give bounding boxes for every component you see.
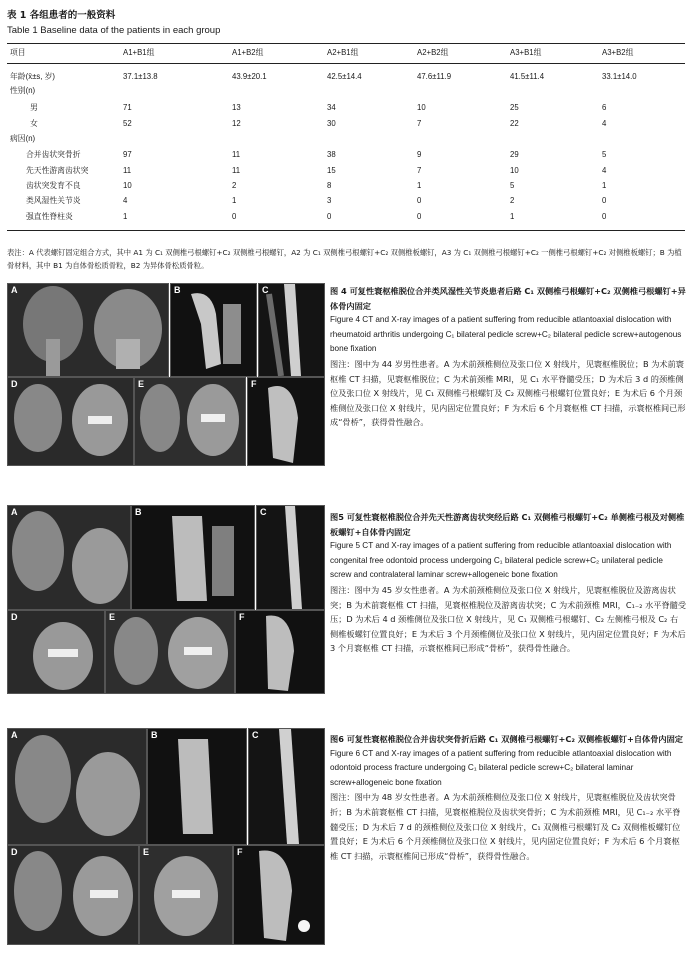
xray-image-icon	[8, 506, 130, 609]
xray-image-icon	[140, 846, 232, 944]
row-label: 齿状突发育不良	[26, 181, 81, 190]
figure-6-panel-d	[7, 845, 139, 945]
header-cell: A1+B2组	[232, 48, 264, 57]
row-label: 病因(n)	[10, 134, 36, 143]
figure-5-panel-d	[7, 610, 105, 694]
ct-scan-icon	[148, 729, 246, 844]
table-header-row	[0, 46, 692, 60]
ct-scan-icon	[248, 378, 324, 465]
figure-5-panel-b	[131, 505, 255, 610]
table-cell: 5	[602, 150, 607, 159]
figure-4-caption	[330, 284, 686, 430]
table-row	[0, 84, 692, 98]
table-cell: 0	[327, 212, 332, 221]
figure-6-caption	[330, 732, 686, 863]
panel-label: D	[11, 612, 18, 622]
table-cell: 15	[327, 166, 336, 175]
row-label: 合并齿状突骨折	[26, 150, 81, 159]
figure-5-caption	[330, 510, 686, 656]
figure-6-panel-e	[139, 845, 233, 945]
table-cell: 9	[417, 150, 422, 159]
table-row	[0, 101, 692, 115]
header-cell: A1+B1组	[123, 48, 155, 57]
figure-6-panel-c	[248, 728, 325, 845]
header-cell: A3+B2组	[602, 48, 634, 57]
table-cell: 22	[510, 119, 519, 128]
ct-scan-icon	[171, 284, 256, 376]
table-cell: 37.1±13.8	[123, 72, 158, 81]
table-cell: 41.5±11.4	[510, 72, 545, 81]
table-row	[0, 194, 692, 208]
table-cell: 43.9±20.1	[232, 72, 267, 81]
figure-6-panel-b	[147, 728, 247, 845]
panel-label: B	[174, 285, 181, 295]
panel-label: C	[260, 507, 267, 517]
figure-5-panel-e	[105, 610, 235, 694]
figure-4-panel-f	[247, 377, 325, 466]
table-cell: 38	[327, 150, 336, 159]
panel-label: D	[11, 379, 18, 389]
table-cell: 3	[327, 196, 332, 205]
table-cell: 0	[602, 212, 607, 221]
figure-5-panel-c	[256, 505, 325, 610]
xray-image-icon	[8, 611, 104, 693]
figure-note: 图注：图中为 44 岁男性患者。A 为术前颈椎侧位及张口位 X 射线片，见寰枢椎脱位；B 为术前寰枢椎 CT 扫描，见寰枢椎脱位；C 为术前颈椎 MRI，见 C₁ 水平脊髓受压；D 为术后 3 d 的颈椎侧位及张口位 X 射线片，见 C₁ 双侧椎弓根螺钉及 C₂ 双侧椎弓根螺钉位置良好；E 为术后 6 个月颈椎侧位及张口位 X 射线片，见内固定位置良好；F 为术后 6 个月寰枢椎 CT 扫描，示寰枢椎间已形成“骨桥”，获得骨性融合。	[330, 358, 686, 428]
panel-label: B	[151, 730, 158, 740]
table-title-en: Table 1 Baseline data of the patients in each group	[7, 25, 221, 36]
table-cell: 13	[232, 103, 241, 112]
table-row	[0, 164, 692, 178]
table-row	[0, 117, 692, 131]
table-cell: 10	[417, 103, 426, 112]
panel-label: D	[11, 847, 18, 857]
panel-label: A	[11, 730, 18, 740]
row-label: 性别(n)	[10, 86, 36, 95]
panel-label: F	[251, 379, 257, 389]
header-cell: A3+B1组	[510, 48, 542, 57]
table-cell: 2	[232, 181, 237, 190]
table-cell: 8	[327, 181, 332, 190]
xray-image-icon	[8, 729, 146, 844]
table-cell: 11	[123, 166, 132, 175]
table-cell: 97	[123, 150, 132, 159]
panel-label: C	[252, 730, 259, 740]
table-cell: 34	[327, 103, 336, 112]
figure-note: 图注：图中为 48 岁女性患者。A 为术前颈椎侧位及张口位 X 射线片，见寰枢椎脱位及齿状突骨折；B 为术前寰枢椎 CT 扫描，见寰枢椎脱位及齿状突骨折；C 为术前颈椎 MRI，见 C₁₋₂ 水平脊髓受压；D 为术后 7 d 的颈椎侧位及张口位 X 射线片，C₁ 双侧椎弓根螺钉及 C₂ 双侧椎板螺钉位置良好；E 为术后 6 个月颈椎侧位及张口位 X 射线片，见内固定位置良好；F 为术后 6 个月寰枢椎 CT 扫描，示寰枢椎间已形成“骨桥”，获得骨性融合。	[330, 792, 681, 861]
table-cell: 11	[232, 150, 241, 159]
table-cell: 6	[602, 103, 607, 112]
table-row	[0, 132, 692, 146]
panel-label: A	[11, 507, 18, 517]
panel-label: F	[239, 612, 245, 622]
figure-6-panel-f	[233, 845, 325, 945]
table-cell: 2	[510, 196, 515, 205]
panel-label: F	[237, 847, 243, 857]
row-label: 先天性游离齿状突	[26, 166, 89, 175]
table-cell: 0	[417, 212, 422, 221]
table-cell: 29	[510, 150, 519, 159]
table-title-cn: 表 1 各组患者的一般资料	[7, 10, 116, 21]
table-cell: 1	[123, 212, 128, 221]
table-cell: 30	[327, 119, 336, 128]
panel-label: E	[143, 847, 150, 857]
table-top-rule	[7, 43, 685, 44]
table-cell: 4	[602, 166, 607, 175]
table-cell: 5	[510, 181, 515, 190]
figure-6-panel-a	[7, 728, 147, 845]
table-cell: 0	[232, 212, 237, 221]
xray-image-icon	[8, 378, 133, 465]
panel-label: C	[262, 285, 269, 295]
figure-title-en: Figure 4 CT and X-ray images of a patient suffering from reducible atlantoaxial dislocation with rheumatoid arthritis undergoing C₁ bilateral pedicle screw+C₂ bilateral pedicle screw+autogenous bone fixation	[330, 315, 682, 354]
row-label: 类风湿性关节炎	[26, 196, 81, 205]
mri-scan-icon	[257, 506, 324, 609]
table-cell: 47.6±11.9	[417, 72, 452, 81]
row-label: 年龄(x̄±s, 岁)	[10, 72, 55, 81]
table-header-rule	[7, 63, 685, 64]
table-cell: 11	[232, 166, 241, 175]
table-cell: 4	[123, 196, 128, 205]
figure-title-cn: 图 4 可复性寰枢椎脱位合并类风湿性关节炎患者后路 C₁ 双侧椎弓根螺钉+C₂ 双侧椎弓根螺钉+异体骨内固定	[330, 286, 686, 311]
table-cell: 7	[417, 119, 422, 128]
table-cell: 10	[510, 166, 519, 175]
figure-title-en: Figure 6 CT and X-ray images of a patient suffering from reducible atlantoaxial dislocation with odontoid process fracture undergoing C₁ bilateral pedicle screw+C₂ bilateral laminar screw+allogeneic bone fixation	[330, 748, 672, 787]
table-cell: 1	[417, 181, 422, 190]
table-cell: 71	[123, 103, 132, 112]
mri-scan-icon	[259, 284, 324, 376]
table-cell: 0	[417, 196, 422, 205]
table-cell: 1	[232, 196, 237, 205]
panel-label: E	[109, 612, 116, 622]
table-cell: 52	[123, 119, 132, 128]
panel-label: A	[11, 285, 18, 295]
row-label: 女	[30, 119, 38, 128]
table-cell: 12	[232, 119, 241, 128]
row-label: 强直性脊柱炎	[26, 212, 73, 221]
table-footnote: 表注：A 代表螺钉固定组合方式，其中 A1 为 C₁ 双侧椎弓根螺钉+C₂ 双侧椎弓根螺钉，A2 为 C₁ 双侧椎弓根螺钉+C₂ 双侧椎板螺钉，A3 为 C₁ 双侧椎弓根螺钉+C₂ 一侧椎弓根螺钉+C₂ 对侧椎板螺钉；B 为植骨材料，其中 B1 为自体骨松质骨粒，B2 为异体骨松质骨粒。	[7, 248, 682, 270]
table-cell: 42.5±14.4	[327, 72, 362, 81]
table-cell: 10	[123, 181, 132, 190]
figure-title-en: Figure 5 CT and X-ray images of a patient suffering from reducible atlantoaxial dislocation with congenital free odontoid process undergoing C₁ bilateral pedicle screw+C₂ unilateral pedicle screw and contralateral laminar screw+allogeneic bone fixation	[330, 541, 672, 580]
figure-4-panel-d	[7, 377, 134, 466]
panel-label: B	[135, 507, 142, 517]
table-cell: 1	[510, 212, 515, 221]
table-cell: 1	[602, 181, 607, 190]
table-bottom-rule	[7, 230, 685, 231]
table-cell: 4	[602, 119, 607, 128]
figure-4-panel-b	[170, 283, 257, 377]
table-row	[0, 70, 692, 84]
figure-title-cn: 图5 可复性寰枢椎脱位合并先天性游离齿状突经后路 C₁ 双侧椎弓根螺钉+C₂ 单侧椎弓根及对侧椎板螺钉+自体骨内固定	[330, 512, 685, 537]
figure-title-cn: 图6 可复性寰枢椎脱位合并齿状突骨折后路 C₁ 双侧椎弓根螺钉+C₂ 双侧椎板螺钉+自体骨内固定	[330, 734, 683, 744]
table-cell: 25	[510, 103, 519, 112]
header-cell: 项目	[10, 48, 26, 57]
header-cell: A2+B2组	[417, 48, 449, 57]
row-label: 男	[30, 103, 38, 112]
figure-5-panel-a	[7, 505, 131, 610]
table-row	[0, 148, 692, 162]
figure-4-panel-a	[7, 283, 169, 377]
ct-scan-icon	[236, 611, 324, 693]
xray-image-icon	[8, 846, 138, 944]
panel-label: E	[138, 379, 145, 389]
table-cell: 7	[417, 166, 422, 175]
table-cell: 33.1±14.0	[602, 72, 637, 81]
table-row	[0, 179, 692, 193]
xray-image-icon	[8, 284, 168, 376]
header-cell: A2+B1组	[327, 48, 359, 57]
figure-5-panel-f	[235, 610, 325, 694]
table-row	[0, 210, 692, 224]
mri-scan-icon	[249, 729, 324, 844]
figure-4-panel-c	[258, 283, 325, 377]
table-cell: 0	[602, 196, 607, 205]
figure-4-panel-e	[134, 377, 246, 466]
xray-image-icon	[106, 611, 234, 693]
ct-scan-icon	[234, 846, 324, 944]
xray-image-icon	[135, 378, 245, 465]
ct-scan-icon	[132, 506, 254, 609]
figure-note: 图注：图中为 45 岁女性患者。A 为术前颈椎侧位及张口位 X 射线片，见寰枢椎脱位及游离齿状突；B 为术前寰枢椎 CT 扫描，见寰枢椎脱位及游离齿状突；C 为术前颈椎 MRI，C₁₋₂ 水平脊髓受压；D 为术后 4 d 颈椎侧位及张口位 X 射线片，见 C₁ 双侧椎弓根螺钉、C₂ 左侧椎弓根及 C₂ 右侧椎板螺钉位置良好；E 为术后 3 个月颈椎侧位及张口位 X 射线片，见内固定位置良好；F 为术后 3 个月寰枢椎 CT 扫描，示寰枢椎间已形成“骨桥”，获得骨性融合。	[330, 584, 687, 654]
